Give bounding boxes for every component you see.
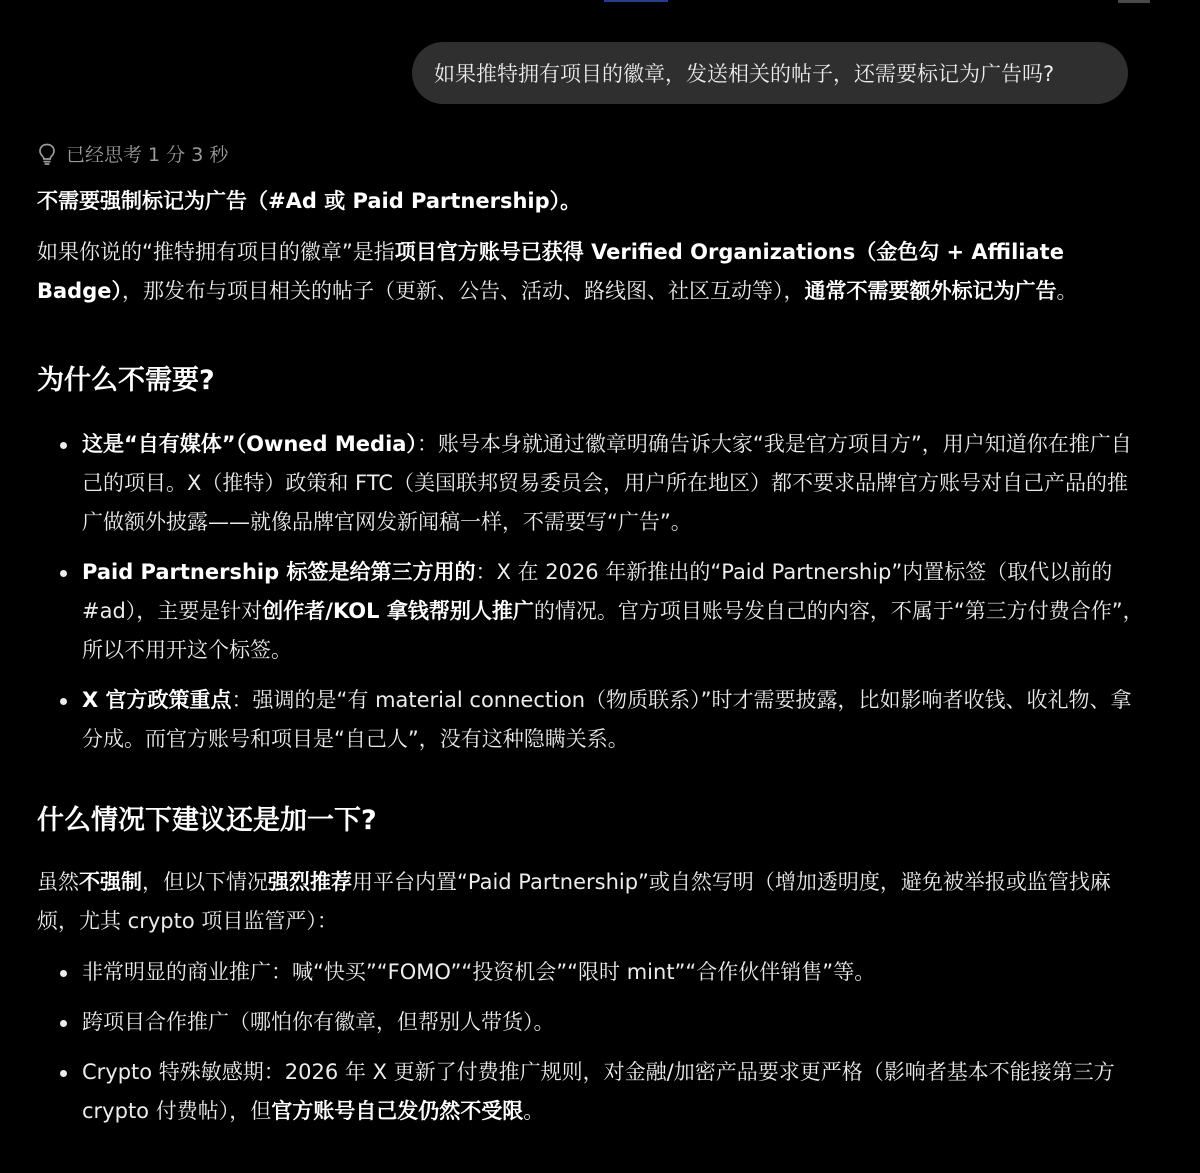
user-message-text: 如果推特拥有项目的徽章，发送相关的帖子，还需要标记为广告吗?: [434, 62, 1055, 86]
when-heading: 什么情况下建议还是加一下?: [37, 805, 377, 836]
user-message-bubble: [412, 42, 1128, 104]
list-item: X 官方政策重点：强调的是“有 material connection（物质联系）”时才需要披露，比如影响者收钱、收礼物、拿分成。而官方账号和项目是“自己人”，没有这种隐瞒关系。: [37, 681, 1147, 759]
answer-paragraph: 如果你说的“推特拥有项目的徽章”是指项目官方账号已获得 Verified Organizations（金色勾 + Affiliate Badge），那发布与项目相关的帖子（更新、公告、活动、路线图、社区互动等），通常不需要额外标记为广告。: [37, 240, 1078, 303]
list-item: Paid Partnership 标签是给第三方用的：X 在 2026 年新推出的“Paid Partnership”内置标签（取代以前的 #ad），主要是针对创作者/KOL 拿钱帮别人推广的情况。官方项目账号发自己的内容，不属于“第三方付费合作”，所以不用开这个标签。: [37, 553, 1147, 670]
top-edge-control: [1118, 0, 1150, 3]
list-item: 非常明显的商业推广：喊“快买”“FOMO”“投资机会”“限时 mint”“合作伙伴销售”等。: [37, 953, 1147, 992]
list-item: 这是“自有媒体”（Owned Media）：账号本身就通过徽章明确告诉大家“我是官方项目方”，用户知道你在推广自己的项目。X（推特）政策和 FTC（美国联邦贸易委员会，用户所在地区）都不要求品牌官方账号对自己产品的推广做额外披露——就像品牌官网发新闻稿一样，不需要写“广告”。: [37, 425, 1147, 542]
lightbulb-icon: [36, 142, 58, 166]
answer-lead: 不需要强制标记为广告（#Ad 或 Paid Partnership）。: [37, 189, 582, 213]
top-edge-indicator: [604, 0, 668, 2]
why-list: [37, 425, 1147, 759]
list-item: 跨项目合作推广（哪怕你有徽章，但帮别人带货）。: [37, 1003, 1147, 1042]
list-item: Crypto 特殊敏感期：2026 年 X 更新了付费推广规则，对金融/加密产品要求更严格（影响者基本不能接第三方 crypto 付费帖），但官方账号自己发仍然不受限。: [37, 1053, 1147, 1131]
thought-duration-label: 已经思考 1 分 3 秒: [66, 144, 229, 166]
when-list: [37, 953, 1147, 1131]
assistant-response: [37, 182, 1147, 1142]
why-heading: 为什么不需要?: [37, 365, 215, 396]
when-intro: 虽然不强制，但以下情况强烈推荐用平台内置“Paid Partnership”或自然写明（增加透明度，避免被举报或监管找麻烦，尤其 crypto 项目监管严）：: [37, 870, 1111, 933]
thought-duration-toggle[interactable]: [36, 140, 228, 167]
